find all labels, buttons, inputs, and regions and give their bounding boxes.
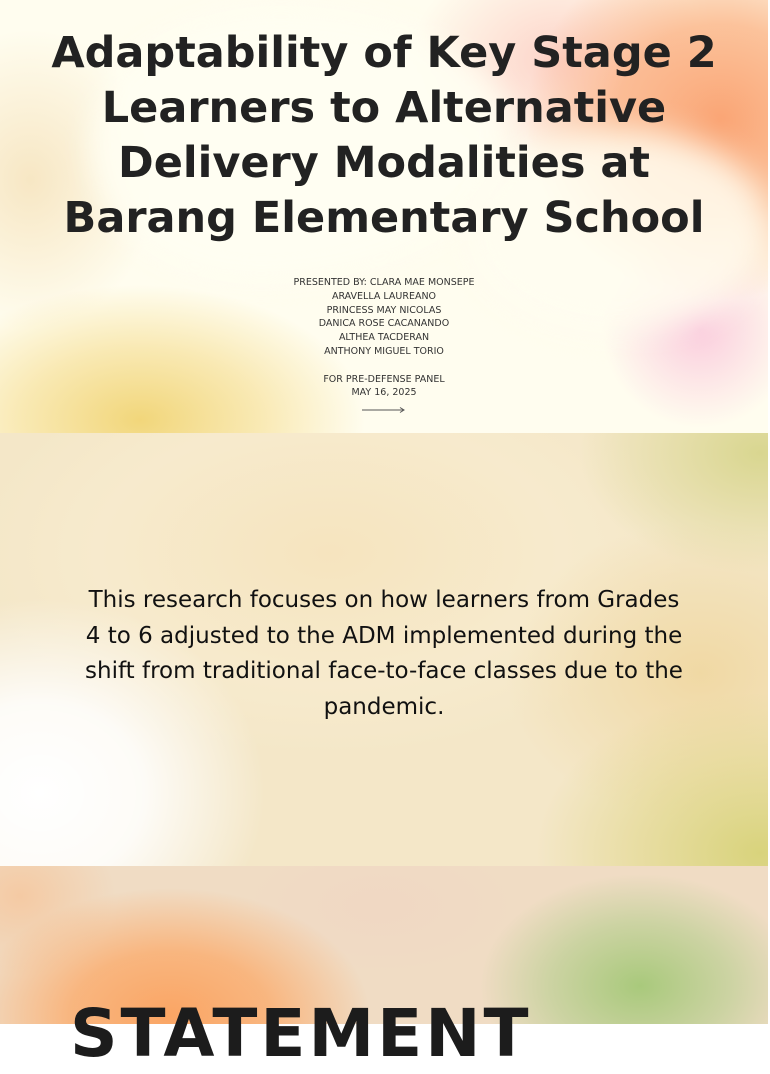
presenter-line: PRESENTED BY: CLARA MAE MONSEPE (293, 277, 475, 288)
title-slide (0, 0, 768, 433)
statement-slide (0, 866, 768, 1072)
research-summary: This research focuses on how learners from Grades 4 to 6 adjusted to the ADM implemented during the shift from traditional face-to-face classes due to the pandemic. (85, 587, 683, 720)
slide-heading: STATEMENT (70, 995, 532, 1072)
presenter-line: DANICA ROSE CACANANDO (318, 318, 450, 330)
overview-slide (0, 433, 768, 866)
spacer (184, 359, 584, 373)
panel-label: FOR PRE-DEFENSE PANEL (323, 373, 445, 385)
presenter-line: PRINCESS MAY NICOLAS (326, 304, 442, 316)
presentation-date: MAY 16, 2025 (351, 387, 417, 399)
presenter-list (184, 276, 584, 400)
arrow-right-icon (362, 406, 406, 414)
presenter-line: ARAVELLA LAUREANO (331, 290, 437, 302)
presenter-line: ALTHEA TACDERAN (338, 332, 430, 344)
presenter-line: ANTHONY MIGUEL TORIO (324, 345, 444, 357)
presentation-title: Adaptability of Key Stage 2 Learners to Alternative Delivery Modalities at Barang Elementary School (51, 28, 717, 243)
